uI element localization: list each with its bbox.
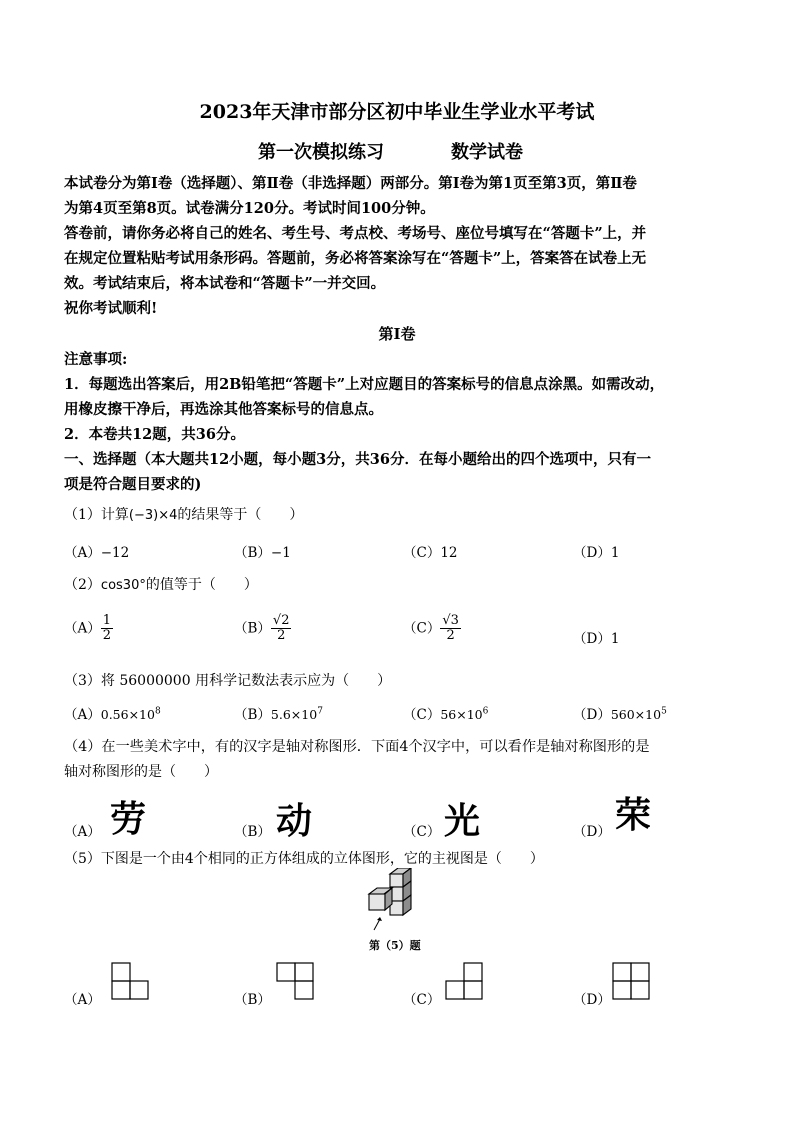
q4-option-c-label[interactable]: （C） (403, 824, 441, 840)
q3-option-c[interactable]: $(C)56\times 10^6$ (403, 706, 489, 723)
note-2: 2．本卷共12题，共36分。 (64, 426, 245, 443)
q3-option-b[interactable]: $(B)5.6\times 10^7$ (234, 706, 323, 723)
q1-option-c[interactable]: （C）12 (403, 545, 458, 561)
q3-option-d[interactable]: $(D)560\times 10^5$ (573, 706, 667, 723)
q4-stem-a: （4）在一些美术字中，有的汉字是轴对称图形．下面4个汉字中，可以看作是轴对称图形的是 (64, 739, 650, 755)
intro-line-6: 祝你考试顺利! (64, 300, 158, 317)
q2-stem: （2）cos30°的值等于（ ） (64, 577, 258, 593)
q2-option-b[interactable]: （B） $\frac{√2}{2}$ (234, 613, 290, 644)
q4-option-b-character[interactable]: 动 (276, 801, 313, 842)
intro-line-5: 效。考试结束后，将本试卷和“答题卡”一并交回。 (64, 275, 386, 292)
q2-option-d[interactable]: （D）1 (573, 631, 620, 647)
q1-option-a[interactable]: （A）−12 (64, 545, 130, 561)
intro-line-2: 为第4页至第8页。试卷满分120分。考试时间100分钟。 (64, 200, 435, 217)
q4-option-c-character[interactable]: 光 (444, 801, 481, 842)
notes-title: 注意事项: (64, 351, 128, 368)
intro-line-3: 答卷前，请你务必将自己的姓名、考生号、考点校、考场号、座位号填写在“答题卡”上，并 (64, 225, 647, 242)
q5-option-d-label[interactable]: （D） (573, 992, 611, 1008)
q5-option-c-view[interactable] (445, 962, 485, 1002)
q3-option-a[interactable]: $(A)0.56\times 10^8$ (64, 706, 161, 723)
intro-line-4: 在规定位置粘贴考试用条形码。答题前，务必将答案涂写在“答题卡”上，答案答在试卷上无 (64, 250, 647, 267)
q4-option-d-label[interactable]: （D） (573, 824, 611, 840)
exam-title: 2023年天津市部分区初中毕业生学业水平考试 (199, 101, 595, 123)
q1-option-b[interactable]: （B）−1 (234, 545, 291, 561)
q4-stem-b: 轴对称图形的是（ ） (64, 764, 218, 780)
q5-solid-figure (362, 868, 422, 934)
q5-option-b-view[interactable] (276, 962, 316, 1002)
q4-option-d-character[interactable]: 荣 (615, 795, 652, 836)
volume-heading: 第Ⅰ卷 (378, 325, 416, 343)
q5-option-d-view[interactable] (612, 962, 652, 1002)
q3-stem: （3）将 56000000 用科学记数法表示应为（ ） (64, 673, 392, 689)
q4-option-b-label[interactable]: （B） (234, 824, 271, 840)
q5-option-a-view[interactable] (111, 962, 151, 1002)
exam-subtitle-right: 数学试卷 (451, 142, 523, 163)
part1-line-b: 项是符合题目要求的) (64, 476, 202, 493)
q5-stem: （5）下图是一个由4个相同的正方体组成的立体图形，它的主视图是（ ） (64, 851, 544, 867)
q1-stem: （1）计算(−3)×4的结果等于（ ） (64, 507, 304, 523)
q5-option-a-label[interactable]: （A） (64, 992, 101, 1008)
q4-option-a-character[interactable]: 劳 (110, 799, 147, 840)
note-1b: 用橡皮擦干净后，再选涂其他答案标号的信息点。 (64, 401, 383, 418)
exam-subtitle-left: 第一次模拟练习 (258, 142, 384, 163)
q5-option-b-label[interactable]: （B） (234, 992, 271, 1008)
note-1a: 1．每题选出答案后，用2B铅笔把“答题卡”上对应题目的答案标号的信息点涂黑。如需改动， (64, 376, 665, 393)
q2-option-c[interactable]: （C） $\frac{√3}{2}$ (403, 613, 459, 644)
q5-option-c-label[interactable]: （C） (403, 992, 441, 1008)
q1-option-d[interactable]: （D）1 (573, 545, 620, 561)
part1-line-a: 一、选择题（本大题共12小题，每小题3分，共36分．在每小题给出的四个选项中，只有一 (64, 451, 651, 468)
q2-option-a[interactable]: （A） $\frac{1}{2}$ (64, 613, 112, 644)
q5-figure-caption: 第（5）题 (369, 939, 421, 952)
q4-option-a-label[interactable]: （A） (64, 824, 101, 840)
intro-line-1: 本试卷分为第Ⅰ卷（选择题）、第Ⅱ卷（非选择题）两部分。第Ⅰ卷为第1页至第3页，第Ⅱ卷 (64, 175, 637, 192)
